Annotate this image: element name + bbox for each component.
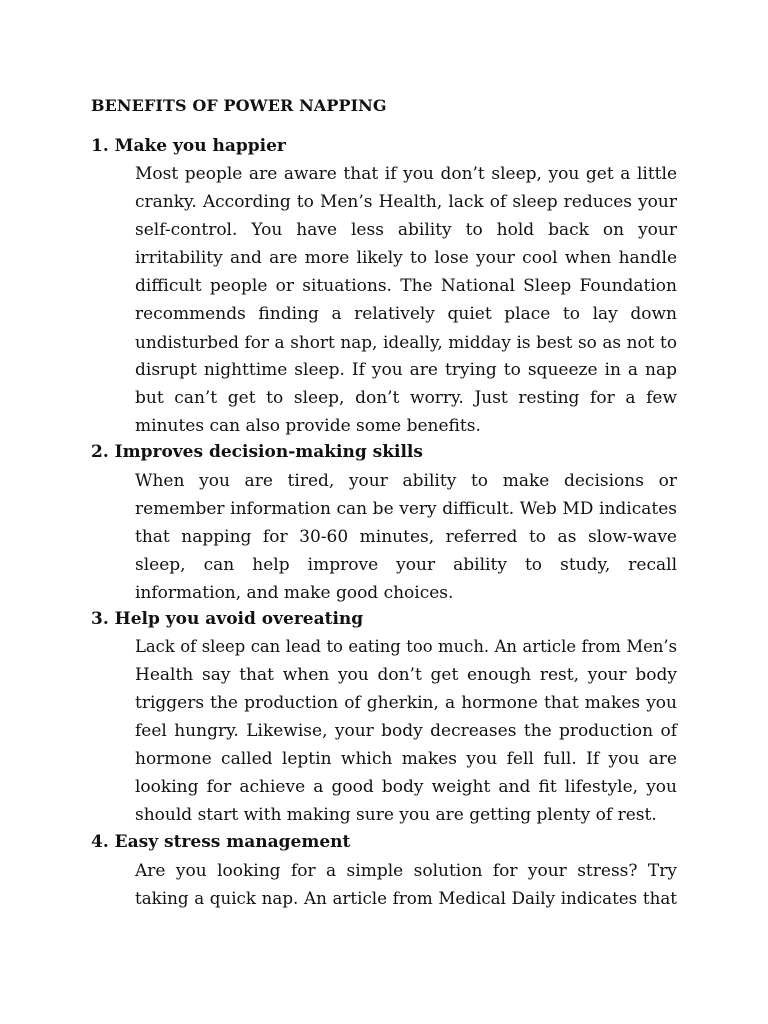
paragraph-line: triggers the production of gherkin, a hormone that makes you bbox=[135, 693, 677, 713]
paragraph-line: sleep, can help improve your ability to study, recall bbox=[135, 555, 677, 575]
paragraph-line: but can’t get to sleep, don’t worry. Just resting for a few bbox=[135, 388, 677, 408]
section-heading-3: 3. Help you avoid overeating bbox=[91, 609, 364, 629]
section-heading-1: 1. Make you happier bbox=[91, 136, 286, 156]
paragraph-line: information, and make good choices. bbox=[135, 583, 454, 603]
document-title: BENEFITS OF POWER NAPPING bbox=[91, 96, 387, 115]
paragraph-line: should start with making sure you are getting plenty of rest. bbox=[135, 805, 657, 825]
paragraph-line: remember information can be very difficult. Web MD indicates bbox=[135, 499, 677, 519]
paragraph-line: minutes can also provide some benefits. bbox=[135, 416, 481, 436]
section-paragraph-3 bbox=[135, 633, 677, 829]
paragraph-line: cranky. According to Men’s Health, lack of sleep reduces your bbox=[135, 192, 677, 212]
paragraph-line: difficult people or situations. The National Sleep Foundation bbox=[135, 276, 677, 296]
paragraph-line: When you are tired, your ability to make decisions or bbox=[135, 471, 677, 491]
section-heading-4: 4. Easy stress management bbox=[91, 832, 351, 852]
paragraph-line: recommends finding a relatively quiet place to lay down bbox=[135, 304, 677, 324]
paragraph-line: Lack of sleep can lead to eating too much. An article from Men’s bbox=[135, 637, 677, 656]
section-paragraph-1 bbox=[135, 160, 677, 440]
paragraph-line: hormone called leptin which makes you fell full. If you are bbox=[135, 749, 677, 769]
paragraph-line: taking a quick nap. An article from Medical Daily indicates that bbox=[135, 889, 677, 908]
paragraph-line: self-control. You have less ability to hold back on your bbox=[135, 220, 677, 240]
paragraph-line: Are you looking for a simple solution for your stress? Try bbox=[135, 861, 677, 881]
section-paragraph-2 bbox=[135, 467, 677, 607]
paragraph-line: disrupt nighttime sleep. If you are trying to squeeze in a nap bbox=[135, 360, 677, 380]
paragraph-line: looking for achieve a good body weight and fit lifestyle, you bbox=[135, 777, 677, 797]
paragraph-line: that napping for 30-60 minutes, referred to as slow-wave bbox=[135, 527, 677, 547]
paragraph-line: Health say that when you don’t get enough rest, your body bbox=[135, 665, 677, 685]
section-heading-2: 2. Improves decision-making skills bbox=[91, 442, 423, 462]
paragraph-line: Most people are aware that if you don’t sleep, you get a little bbox=[135, 164, 677, 184]
section-paragraph-4 bbox=[135, 857, 677, 913]
paragraph-line: irritability and are more likely to lose your cool when handle bbox=[135, 248, 677, 268]
paragraph-line: undisturbed for a short nap, ideally, midday is best so as not to bbox=[135, 332, 677, 352]
paragraph-line: feel hungry. Likewise, your body decreases the production of bbox=[135, 721, 677, 741]
